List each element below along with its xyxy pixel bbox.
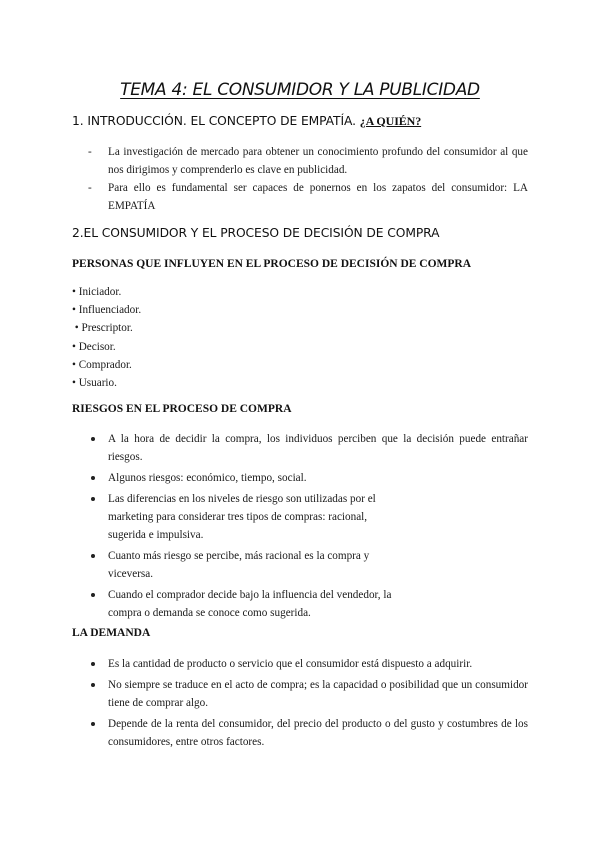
list-item: • Decisor.	[72, 340, 116, 353]
list-item	[90, 715, 528, 751]
list-item-text: Es la cantidad de producto o servicio que el consumidor está dispuesto a adquirir.	[108, 658, 473, 670]
section-1-heading-text: 1. INTRODUCCIÓN. EL CONCEPTO DE EMPATÍA.	[72, 114, 356, 128]
bullet-icon	[91, 662, 95, 666]
demand-heading: LA DEMANDA	[72, 627, 151, 639]
bullet-icon	[91, 683, 95, 687]
page-title: TEMA 4: EL CONSUMIDOR Y LA PUBLICIDAD	[120, 80, 480, 100]
section-2-heading: 2.EL CONSUMIDOR Y EL PROCESO DE DECISIÓN DE COMPRA	[72, 226, 440, 240]
dash-marker: -	[88, 146, 92, 158]
list-item	[88, 143, 528, 179]
list-item	[88, 179, 528, 215]
list-item	[90, 676, 528, 712]
section-1-heading	[72, 114, 421, 129]
list-item-text: Algunos riesgos: económico, tiempo, social.	[108, 472, 307, 484]
bullet-icon	[91, 476, 95, 480]
influencers-heading: PERSONAS QUE INFLUYEN EN EL PROCESO DE DECISIÓN DE COMPRA	[72, 258, 472, 270]
list-item-text: No siempre se traduce en el acto de compra; es la capacidad o posibilidad que un consumidor tiene de comprar algo.	[108, 679, 528, 709]
list-item	[90, 430, 528, 466]
list-item: • Usuario.	[72, 377, 117, 390]
list-item: • Influenciador.	[72, 304, 142, 317]
list-item	[90, 490, 398, 544]
bullet-icon	[91, 497, 95, 501]
list-item	[90, 655, 528, 673]
bullet-icon	[91, 554, 95, 558]
demand-list	[90, 655, 528, 754]
dash-marker: -	[88, 182, 92, 194]
list-item-text: A la hora de decidir la compra, los individuos perciben que la decisión puede entrañar riesgos.	[108, 433, 528, 463]
list-item: • Comprador.	[72, 358, 132, 371]
list-item: • Iniciador.	[72, 286, 122, 298]
list-item-text: Depende de la renta del consumidor, del precio del producto o del gusto y costumbres de los consumidores, entre otros factores.	[108, 718, 528, 748]
list-item	[90, 586, 398, 622]
list-item	[90, 469, 528, 487]
section-1-heading-question: ¿A QUIÉN?	[359, 114, 422, 128]
risks-heading: RIESGOS EN EL PROCESO DE COMPRA	[72, 403, 292, 415]
bullet-icon	[91, 437, 95, 441]
list-item-text: Para ello es fundamental ser capaces de ponernos en los zapatos del consumidor: LA EMPATÍA	[108, 182, 528, 212]
bullet-icon	[91, 722, 95, 726]
risks-list	[90, 430, 528, 625]
influencers-list	[72, 283, 141, 392]
list-item-text: Cuando el comprador decide bajo la influencia del vendedor, la compra o demanda se conoce como sugerida.	[108, 589, 392, 619]
list-item-text: Cuanto más riesgo se percibe, más racional es la compra y viceversa.	[108, 550, 370, 580]
list-item	[90, 547, 398, 583]
list-item-text: La investigación de mercado para obtener un conocimiento profundo del consumidor al que nos dirigimos y comprenderlo es clave en publicidad.	[108, 146, 528, 176]
bullet-icon	[91, 593, 95, 597]
list-item-text: Las diferencias en los niveles de riesgo son utilizadas por el marketing para considerar tres tipos de compras: racional, sugerida e impulsiva.	[108, 493, 376, 541]
list-item: • Prescriptor.	[72, 322, 133, 335]
section-1-list	[88, 143, 528, 215]
